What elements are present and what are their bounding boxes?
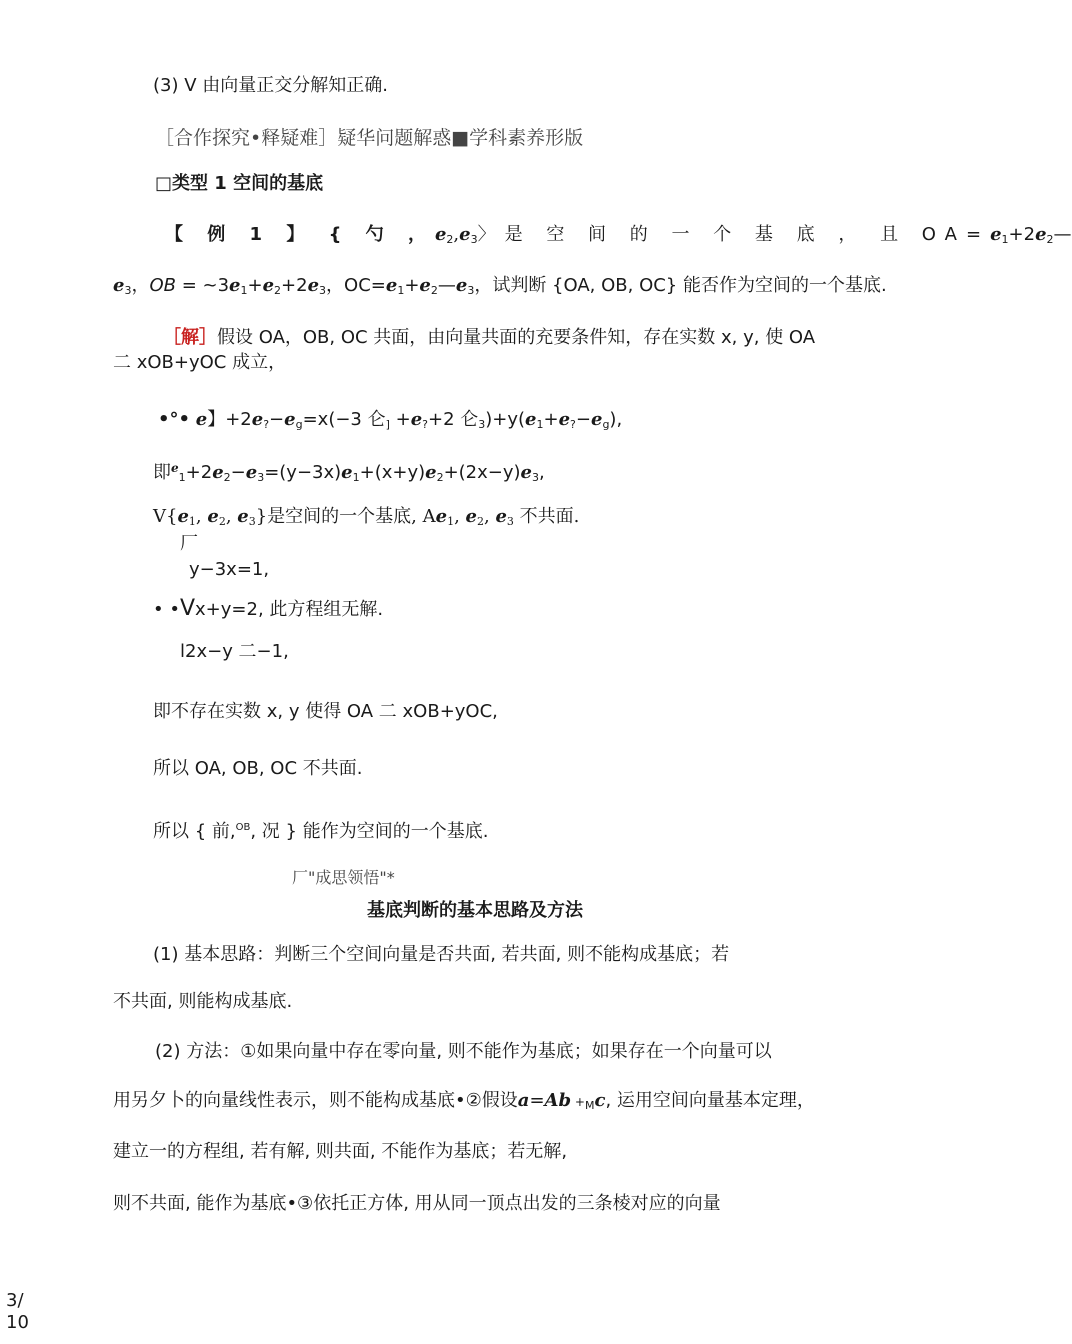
reflection-label: 厂"成思领悟"* <box>292 868 395 887</box>
type-heading: □类型 1 空间的基底 <box>155 173 324 194</box>
method-2-line-4: 则不共面, 能作为基底•③依托正方体, 用从同一顶点出发的三条棱对应的向量 <box>113 1193 721 1214</box>
equation-system-row-1: y−3x=1, <box>189 559 270 580</box>
conclusion-3: 所以 { 前,$^{OB}$, 况 } 能作为空间的一个基底. <box>153 821 489 842</box>
equation-line-1: •°• e】$+2e_?-e_g=x(-3$ 仑$_] +e_?+2$ 仑$_3)+y(e_1+e_?-e_g)$, <box>158 409 623 431</box>
item-3-text: (3) V 由向量正交分解知正确. <box>153 75 388 96</box>
example-1-line-2: $e_3$，OB = $\sim 3e_1+e_2+2e_3$，$OC=e_1+e_2—e_3$，试判断 {OA, OB, OC} 能否作为空间的一个基底. <box>113 275 887 297</box>
method-2-line-1: (2) 方法：①如果向量中存在零向量, 则不能作为基底；如果存在一个向量可以 <box>155 1041 772 1062</box>
method-2-line-3: 建立一的方程组, 若有解, 则共面, 不能作为基底；若无解, <box>113 1141 568 1162</box>
basis-statement: $V\{e_1$, $e_2$, $e_3$}是空间的一个基底, $Ae_1$, $e_2$, $e_3$ 不共面. <box>153 506 580 528</box>
equation-system-row-3: l2x−y 二−1, <box>180 641 289 662</box>
solution-line-2: 二 xOB+yOC 成立， <box>113 352 287 373</box>
equation-system-row-2: • •Vx+y=2, 此方程组无解. <box>153 596 384 621</box>
conclusion-2: 所以 OA, OB, OC 不共面. <box>153 758 363 779</box>
conclusion-1: 即不存在实数 x, y 使得 OA 二 xOB+yOC, <box>153 701 498 722</box>
method-1-line-1: (1) 基本思路：判断三个空间向量是否共面, 若共面, 则不能构成基底；若 <box>153 944 730 965</box>
solution-line-1: ［解］假设 OA，OB, OC 共面，由向量共面的充要条件知，存在实数 x, y, 使 OA <box>163 327 816 348</box>
brace-top: 厂 <box>180 533 198 554</box>
method-title: 基底判断的基本思路及方法 <box>367 900 583 921</box>
solution-label: ［解］ <box>163 327 217 348</box>
example-1-line-1: 【 例 1 】 { 勺 ，$e_2,e_3$〉是 空 间 的 一 个 基 底 ， 且 $OA=e_1+2e_2—$ <box>165 224 1072 246</box>
section-header: ［合作探究•释疑难］疑华问题解惑■学科素养形版 <box>155 127 584 149</box>
page-number: 3/ 10 <box>6 1290 29 1333</box>
equation-line-2: 即$^e_1+2e_2-e_3=(y-3x)e_1+(x+y)e_2+(2x-y)e_3$, <box>153 461 545 484</box>
method-2-line-2: 用另夕卜的向量线性表示，则不能构成基底•②假设$a=Ab +_Mc$, 运用空间向量基本定理， <box>113 1090 815 1112</box>
method-1-line-2: 不共面, 则能构成基底. <box>113 991 293 1012</box>
